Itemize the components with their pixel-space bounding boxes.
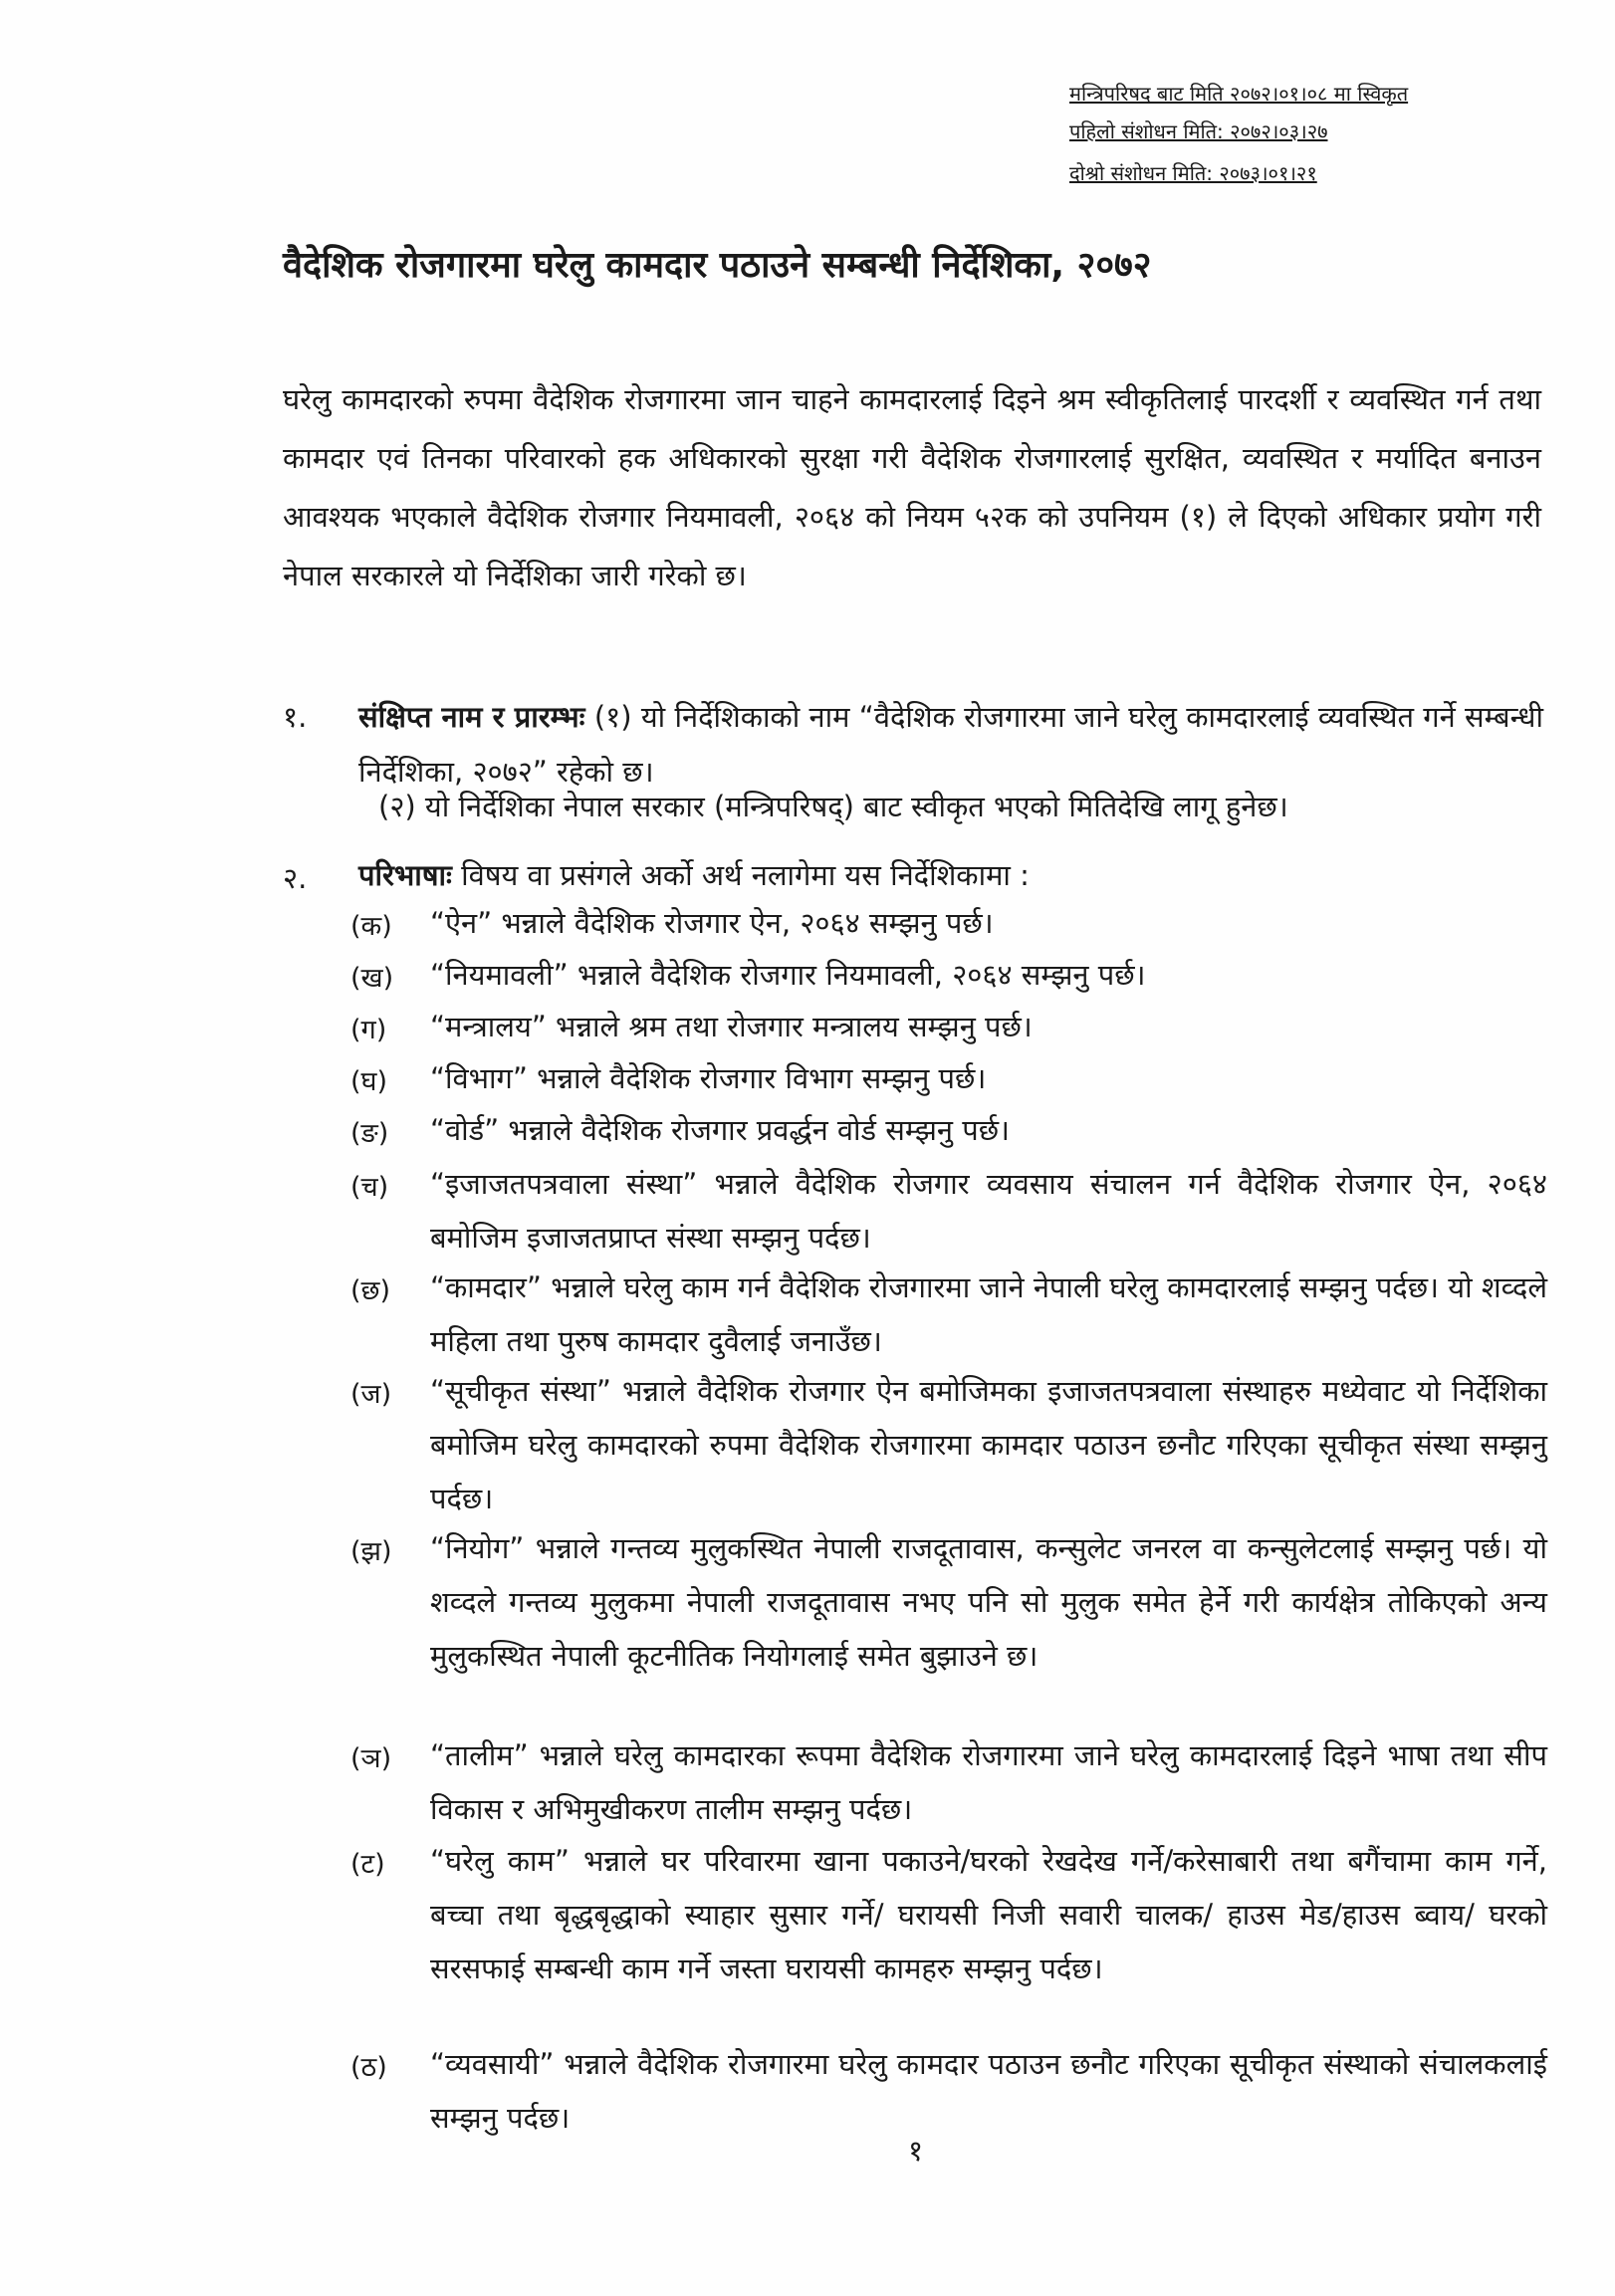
- definition-label: (ख): [350, 963, 394, 994]
- definition-label: (झ): [350, 1536, 392, 1567]
- section-2-text: विषय वा प्रसंगले अर्को अर्थ नलागेमा यस निर्देशिकामा :: [461, 858, 1030, 892]
- definition-text: “सूचीकृत संस्था” भन्नाले वैदेशिक रोजगार ऐन बमोजिमका इजाजतपत्रवाला संस्थाहरु मध्येवाट यो निर्देशिका बमोजिम घरेलु कामदारको रुपमा वैदेशिक रोजगारमा कामदार पठाउन छनौट गरिएका सूचीकृत संस्था सम्झनु पर्दछ।: [430, 1374, 1547, 1515]
- definition-text: “ऐन” भन्नाले वैदेशिक रोजगार ऐन, २०६४ सम्झनु पर्छ।: [430, 906, 994, 940]
- definition-text: “नियमावली” भन्नाले वैदेशिक रोजगार नियमावली, २०६४ सम्झनु पर्छ।: [430, 958, 1146, 992]
- definition-text: “वोर्ड” भन्नाले वैदेशिक रोजगार प्रवर्द्धन वोर्ड सम्झनु पर्छ।: [430, 1113, 1011, 1147]
- approval-note: मन्त्रिपरिषद बाट मिति २०७२।०१।०८ मा स्विकृत: [1069, 82, 1409, 106]
- second-amendment-note: दोश्रो संशोधन मिति: २०७३।०१।२१: [1069, 161, 1317, 185]
- definition-label: (ञ): [350, 1743, 392, 1774]
- definition-label: (च): [350, 1172, 389, 1203]
- section-2-number: २.: [283, 861, 308, 895]
- first-amendment-note: पहिलो संशोधन मिति: २०७२।०३।२७: [1069, 119, 1328, 143]
- definition-label: (ट): [350, 1849, 385, 1880]
- section-1-heading: संक्षिप्त नाम र प्रारम्भः: [358, 700, 585, 734]
- definition-text: “व्यवसायी” भन्नाले वैदेशिक रोजगारमा घरेलु कामदार पठाउन छनौट गरिएका सूचीकृत संस्थाको संचालकलाई सम्झनु पर्दछ।: [430, 2047, 1547, 2135]
- definition-text: “तालीम” भन्नाले घरेलु कामदारका रूपमा वैदेशिक रोजगारमा जाने घरेलु कामदारलाई दिइने भाषा तथा सीप विकास र अभिमुखीकरण तालीम सम्झनु पर्दछ।: [430, 1738, 1547, 1826]
- definition-text: “विभाग” भन्नाले वैदेशिक रोजगार विभाग सम्झनु पर्छ।: [430, 1061, 987, 1095]
- section-2-heading: परिभाषाः: [358, 858, 452, 892]
- definition-text: “इजाजतपत्रवाला संस्था” भन्नाले वैदेशिक रोजगार व्यवसाय संचालन गर्न वैदेशिक रोजगार ऐन, २०६४ बमोजिम इजाजतप्राप्त संस्था सम्झनु पर्दछ।: [430, 1167, 1547, 1255]
- definition-label: (घ): [350, 1066, 388, 1097]
- definition-label: (क): [350, 911, 392, 942]
- definition-label: (छ): [350, 1275, 390, 1306]
- section-2-body: [358, 848, 1543, 903]
- definition-label: (ङ): [350, 1118, 389, 1149]
- definition-text: “मन्त्रालय” भन्नाले श्रम तथा रोजगार मन्त्रालय सम्झनु पर्छ।: [430, 1010, 1033, 1043]
- definition-text: “नियोग” भन्नाले गन्तव्य मुलुकस्थित नेपाली राजदूतावास, कन्सुलेट जनरल वा कन्सुलेटलाई सम्झनु पर्छ। यो शव्दले गन्तव्य मुलुकमा नेपाली राजदूतावास नभए पनि सो मुलुक समेत हेर्ने गरी कार्यक्षेत्र तोकिएको अन्य मुलुकस्थित नेपाली कूटनीतिक नियोगलाई समेत बुझाउने छ।: [430, 1531, 1547, 1673]
- definition-label: (ज): [350, 1379, 392, 1410]
- definition-text: “कामदार” भन्नाले घरेलु काम गर्न वैदेशिक रोजगारमा जाने नेपाली घरेलु कामदारलाई सम्झनु पर्दछ। यो शव्दले महिला तथा पुरुष कामदार दुवैलाई जनाउँछ।: [430, 1270, 1547, 1358]
- section-1-number: १.: [283, 700, 308, 734]
- section-1-subclause-2: (२) यो निर्देशिका नेपाल सरकार (मन्त्रिपरिषद्) बाट स्वीकृत भएको मितिदेखि लागू हुनेछ।: [378, 790, 1288, 823]
- page-number: १: [908, 2134, 924, 2168]
- section-1-text: (१) यो निर्देशिकाको नाम “वैदेशिक रोजगारमा जाने घरेलु कामदारलाई व्यवस्थित गर्ने सम्बन्धी निर्देशिका, २०७२” रहेको छ।: [358, 700, 1543, 789]
- definition-label: (ठ): [350, 2052, 387, 2083]
- section-1-body: [358, 690, 1543, 800]
- preamble-paragraph: घरेलु कामदारको रुपमा वैदेशिक रोजगारमा जान चाहने कामदारलाई दिइने श्रम स्वीकृतिलाई पारदर्शी र व्यवस्थित गर्न तथा कामदार एवं तिनका परिवारको हक अधिकारको सुरक्षा गरी वैदेशिक रोजगारलाई सुरक्षित, व्यवस्थित र मर्यादित बनाउन आवश्यक भएकाले वैदेशिक रोजगार नियमावली, २०६४ को नियम ५२क को उपनियम (१) ले दिएको अधिकार प्रयोग गरी नेपाल सरकारले यो निर्देशिका जारी गरेको छ।: [283, 382, 1541, 592]
- document-title: वैदेशिक रोजगारमा घरेलु कामदार पठाउने सम्बन्धी निर्देशिका, २०७२: [283, 245, 1152, 286]
- definition-label: (ग): [350, 1015, 387, 1045]
- definition-text: “घरेलु काम” भन्नाले घर परिवारमा खाना पकाउने/घरको रेखदेख गर्ने/करेसाबारी तथा बगैंचामा काम गर्ने, बच्चा तथा बृद्धबृद्धाको स्याहार सुसार गर्ने/ घरायसी निजी सवारी चालक/ हाउस मेड/हाउस ब्वाय/ घरको सरसफाई सम्बन्धी काम गर्ने जस्ता घरायसी कामहरु सम्झनु पर्दछ।: [430, 1844, 1547, 1985]
